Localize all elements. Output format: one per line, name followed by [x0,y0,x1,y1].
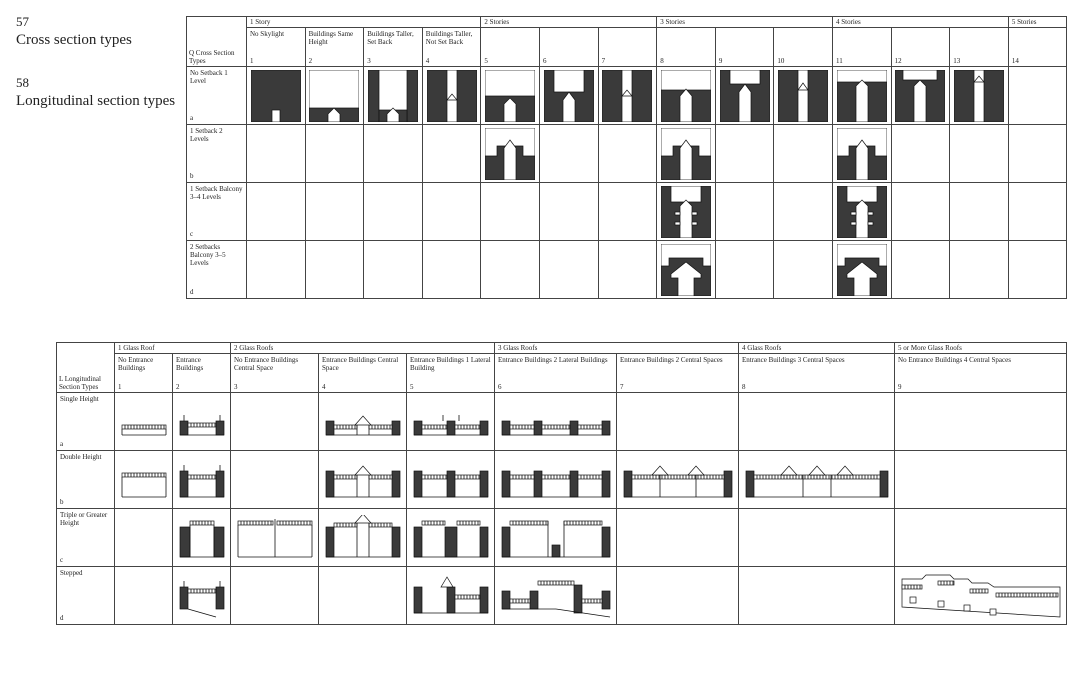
column-header [319,354,407,393]
section-cell [657,125,716,183]
column-header [895,354,1067,393]
section-cell [364,183,423,241]
column-header [540,28,599,67]
column-number: 9 [898,383,902,391]
group-label: 4 Glass Roofs [742,344,782,352]
group-header [739,343,895,354]
cross-section-table [186,16,1067,299]
column-number: 5 [410,383,414,391]
table-row [187,125,1067,183]
section-cell [950,125,1009,183]
column-header [617,354,739,393]
row-letter: d [190,288,194,296]
corner-label [57,343,115,393]
section-cell [1008,183,1067,241]
section-cell [364,241,423,299]
section-cell [319,567,407,625]
row-label-cell [57,393,115,451]
section-cell [657,241,716,299]
section-cell [833,125,892,183]
section-cell [305,241,364,299]
column-header [495,354,617,393]
section-cell [617,393,739,451]
table-row [187,241,1067,299]
section-cell [247,183,306,241]
section-cell [950,183,1009,241]
section-cell [481,67,540,125]
column-label: Entrance Buildings 2 Lateral Buildings [498,356,608,364]
table-row [57,393,1067,451]
column-number: 8 [660,57,664,65]
section-cell [774,183,833,241]
column-label: Entrance Buildings 3 Central Spaces [742,356,845,364]
corner-text: L Longitudinal Section Types [59,375,101,391]
section-cell [950,241,1009,299]
column-number: 11 [836,57,843,65]
section-cell [305,125,364,183]
caption-number: 57 [16,14,29,29]
section-cell [319,509,407,567]
section-cell [774,125,833,183]
group-label: 2 Glass Roofs [234,344,274,352]
section-cell [891,125,950,183]
column-label [657,28,715,32]
section-cell [407,567,495,625]
column-label: Buildings Taller, Set Back [367,30,414,46]
section-cell [407,393,495,451]
column-number: 8 [742,383,746,391]
section-cell [495,567,617,625]
section-cell [495,509,617,567]
column-number: 1 [118,383,122,391]
section-cell [173,451,231,509]
section-cell [422,183,481,241]
longitudinal-section-table [56,342,1067,625]
section-cell [540,183,599,241]
row-letter: b [60,498,64,506]
section-cell [774,241,833,299]
section-cell [715,67,774,125]
group-header [1008,17,1067,28]
column-number: 13 [953,57,961,65]
row-label: 2 Setbacks Balcony 3–5 Levels [190,243,226,267]
section-cell [115,451,173,509]
section-cell [739,451,895,509]
section-cell [657,183,716,241]
section-cell [598,241,657,299]
row-label: Triple or Greater Height [60,511,108,527]
column-header [657,28,716,67]
section-cell [364,67,423,125]
section-cell [247,241,306,299]
table-row [57,567,1067,625]
section-cell [950,67,1009,125]
row-label: Stepped [60,569,83,577]
caption-57 [16,12,132,50]
column-label [833,28,891,32]
section-cell [617,509,739,567]
section-cell [481,125,540,183]
section-cell [715,241,774,299]
column-number: 2 [176,383,180,391]
column-number: 4 [322,383,326,391]
section-cell [598,67,657,125]
section-cell [833,67,892,125]
section-cell [1008,67,1067,125]
column-header [407,354,495,393]
section-cell [407,509,495,567]
group-header [247,17,481,28]
row-letter: c [60,556,64,564]
column-number: 6 [498,383,502,391]
column-label: Entrance Buildings [176,356,204,372]
group-header [657,17,833,28]
column-header [231,354,319,393]
caption-title: Longitudinal section types [16,93,176,109]
caption-number: 58 [16,75,29,90]
table-row [187,183,1067,241]
column-header [739,354,895,393]
column-label: Entrance Buildings Central Space [322,356,399,372]
column-label [716,28,774,32]
column-number: 10 [777,57,785,65]
column-number: 9 [718,57,723,65]
group-label: 1 Story [250,18,271,26]
section-cell [422,241,481,299]
column-label [1009,28,1067,32]
section-cell [422,125,481,183]
section-cell [231,451,319,509]
section-cell [319,393,407,451]
column-number: 12 [894,57,902,65]
section-cell [173,393,231,451]
column-number: 3 [367,57,371,65]
table-row [57,509,1067,567]
group-label: 1 Glass Roof [118,344,155,352]
caption-title: Cross section types [16,32,132,48]
caption-58 [16,73,175,111]
section-cell [1008,241,1067,299]
row-label-cell [57,509,115,567]
section-cell [231,509,319,567]
section-cell [495,393,617,451]
group-header [895,343,1067,354]
section-cell [617,567,739,625]
column-label [892,28,950,32]
row-letter: a [60,440,64,448]
section-cell [247,125,306,183]
column-label [599,28,657,32]
section-cell [715,183,774,241]
column-number: 2 [308,57,313,65]
section-cell [895,567,1067,625]
section-cell [319,451,407,509]
column-label: No Skylight [250,30,285,38]
section-cell [895,451,1067,509]
table-row [57,451,1067,509]
row-letter: d [60,614,64,622]
column-label: Entrance Buildings 2 Central Spaces [620,356,723,364]
row-letter: c [190,230,194,238]
section-cell [598,125,657,183]
section-cell [540,241,599,299]
section-cell [598,183,657,241]
section-cell [891,183,950,241]
column-label: Entrance Buildings 1 Lateral Building [410,356,491,372]
column-header [305,28,364,67]
column-header [950,28,1009,67]
section-cell [247,67,306,125]
column-number: 14 [1011,57,1019,65]
section-cell [495,451,617,509]
group-label: 3 Stories [660,18,685,26]
column-header [598,28,657,67]
column-header [173,354,231,393]
row-label: Single Height [60,395,99,403]
column-header [833,28,892,67]
row-letter: b [190,172,194,180]
row-label-cell [187,241,247,299]
column-header [1008,28,1067,67]
section-cell [739,393,895,451]
section-cell [173,509,231,567]
section-cell [895,509,1067,567]
section-cell [739,567,895,625]
section-cell [891,241,950,299]
table-row [187,67,1067,125]
section-cell [540,125,599,183]
section-cell [407,451,495,509]
column-number: 3 [234,383,238,391]
section-cell [739,509,895,567]
row-label-cell [57,451,115,509]
section-cell [481,183,540,241]
group-header [231,343,495,354]
section-cell [305,67,364,125]
group-header [115,343,231,354]
row-label-cell [187,67,247,125]
section-cell [833,183,892,241]
section-cell [891,67,950,125]
section-cell [115,393,173,451]
column-header [715,28,774,67]
section-cell [1008,125,1067,183]
row-label: 1 Setback Balcony 3–4 Levels [190,185,243,201]
column-header [247,28,306,67]
section-cell [364,125,423,183]
column-header [891,28,950,67]
section-cell [115,567,173,625]
column-number: 1 [250,57,254,65]
column-label: No Entrance Buildings 4 Central Spaces [898,356,1011,364]
row-label-cell [187,125,247,183]
section-cell [115,509,173,567]
group-header [833,17,1009,28]
section-cell [715,125,774,183]
section-cell [617,451,739,509]
column-label [540,28,598,32]
section-cell [231,393,319,451]
column-label: Buildings Same Height [308,30,354,46]
row-label-cell [57,567,115,625]
column-header [481,28,540,67]
row-letter: a [190,114,194,122]
group-header [495,343,739,354]
column-number: 7 [601,57,606,65]
column-label [774,28,832,32]
column-label: No Entrance Buildings Central Space [234,356,299,372]
corner-label [187,17,247,67]
group-label: 5 or More Glass Roofs [898,344,962,352]
column-label: Buildings Taller, Not Set Back [425,30,473,46]
section-cell [774,67,833,125]
group-label: 5 Stories [1011,18,1037,26]
column-label: No Entrance Buildings [118,356,154,372]
section-cell [481,241,540,299]
row-label-cell [187,183,247,241]
section-cell [305,183,364,241]
section-cell [895,393,1067,451]
column-number: 7 [620,383,624,391]
section-cell [422,67,481,125]
column-number: 6 [543,57,547,65]
column-header [774,28,833,67]
column-number: 5 [484,57,488,65]
row-label: No Setback 1 Level [190,69,228,85]
column-label [950,28,1008,32]
row-label: 1 Setback 2 Levels [190,127,223,143]
section-cell [231,567,319,625]
column-header [422,28,481,67]
column-header [115,354,173,393]
section-cell [540,67,599,125]
group-header [481,17,657,28]
section-cell [833,241,892,299]
group-label: 4 Stories [836,18,861,26]
column-label [481,28,539,32]
group-label: 2 Stories [484,18,510,26]
row-label: Double Height [60,453,102,461]
section-cell [173,567,231,625]
column-header [364,28,423,67]
group-label: 3 Glass Roofs [498,344,538,352]
column-number: 4 [425,57,430,65]
section-cell [657,67,716,125]
corner-text: Q Cross Section Types [189,49,235,65]
